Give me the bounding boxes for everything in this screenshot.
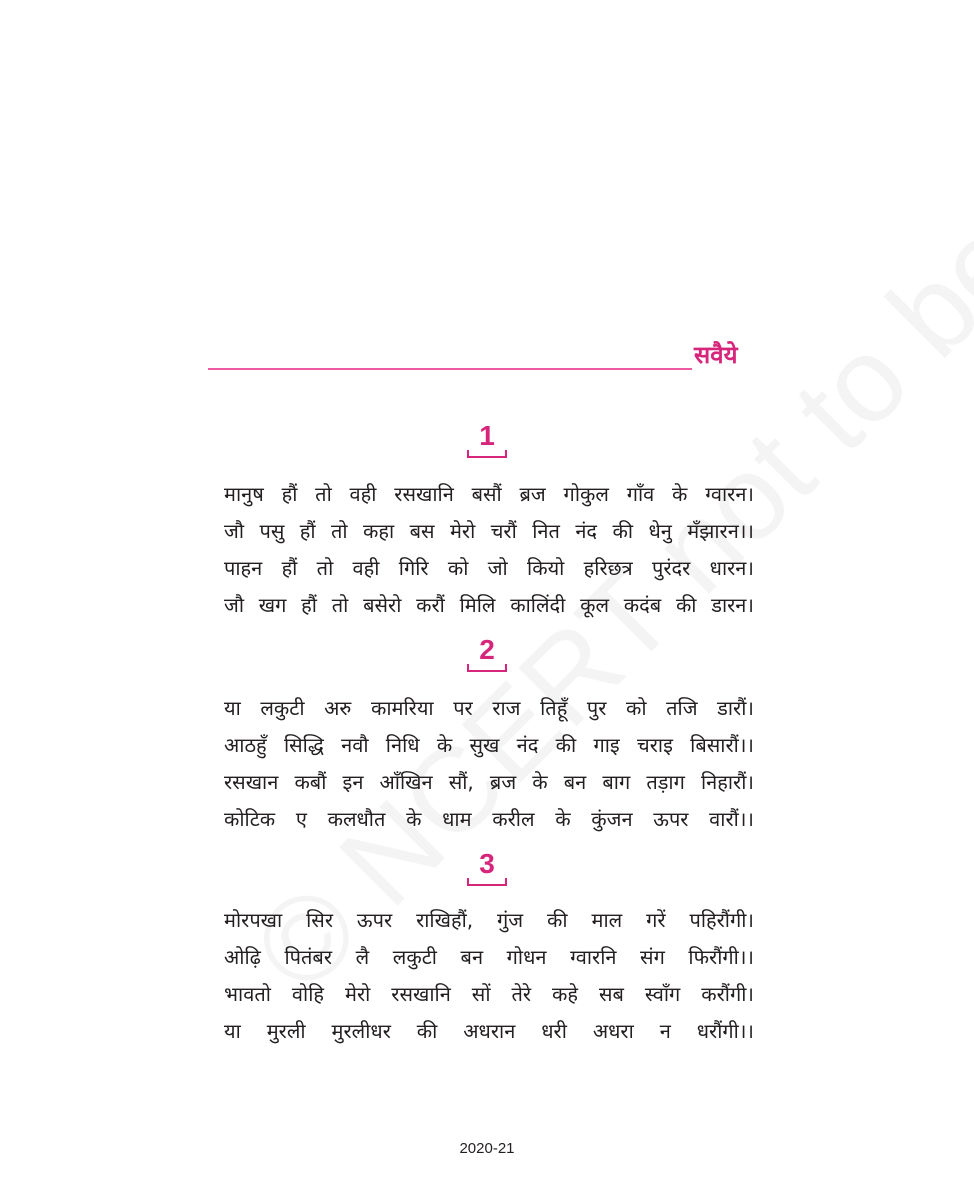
stanza-3 — [224, 902, 754, 1050]
stanza-number-1: 1 — [457, 424, 517, 458]
title-rule — [208, 368, 692, 370]
verse-line: ओढ़ि पितंबर लै लकुटी बन गोधन ग्वारनि संग फिरौंगी।। — [224, 945, 754, 969]
stanza-number-2: 2 — [457, 638, 517, 672]
verse-line: जौ खग हौं तो बसेरो करौं मिलि कालिंदी कूल कदंब की डारन। — [224, 593, 754, 617]
stanza-number-3: 3 — [457, 852, 517, 886]
verse-line: या लकुटी अरु कामरिया पर राज तिहूँ पुर को तजि डारौं। — [224, 696, 754, 720]
verse-line: मोरपखा सिर ऊपर राखिहौं, गुंज की माल गरें पहिरौंगी। — [224, 908, 754, 932]
verse-line: पाहन हौं तो वही गिरि को जो कियो हरिछत्र पुरंदर धारन। — [224, 556, 754, 580]
verse-line: जौ पसु हौं तो कहा बस मेरो चरौं नित नंद की धेनु मँझारन।। — [224, 519, 754, 543]
verse-line: आठहुँ सिद्धि नवौ निधि के सुख नंद की गाइ चराइ बिसारौं।। — [224, 733, 754, 757]
section-title: सवैये — [694, 341, 738, 369]
verse-line: भावतो वोहि मेरो रसखानि सों तेरे कहे सब स्वाँग करौंगी। — [224, 982, 754, 1006]
verse-line: या मुरली मुरलीधर की अधरान धरी अधरा न धरौंगी।। — [224, 1019, 754, 1043]
verse-line: कोटिक ए कलधौत के धाम करील के कुंजन ऊपर वारौं।। — [224, 807, 754, 831]
verse-line: मानुष हौं तो वही रसखानि बसौं ब्रज गोकुल गाँव के ग्वारन। — [224, 482, 754, 506]
stanza-2 — [224, 690, 754, 838]
page-footer-year: 2020-21 — [459, 1140, 515, 1157]
verse-line: रसखान कबौं इन आँखिन सौं, ब्रज के बन बाग तड़ाग निहारौं। — [224, 770, 754, 794]
stanza-1 — [224, 476, 754, 624]
